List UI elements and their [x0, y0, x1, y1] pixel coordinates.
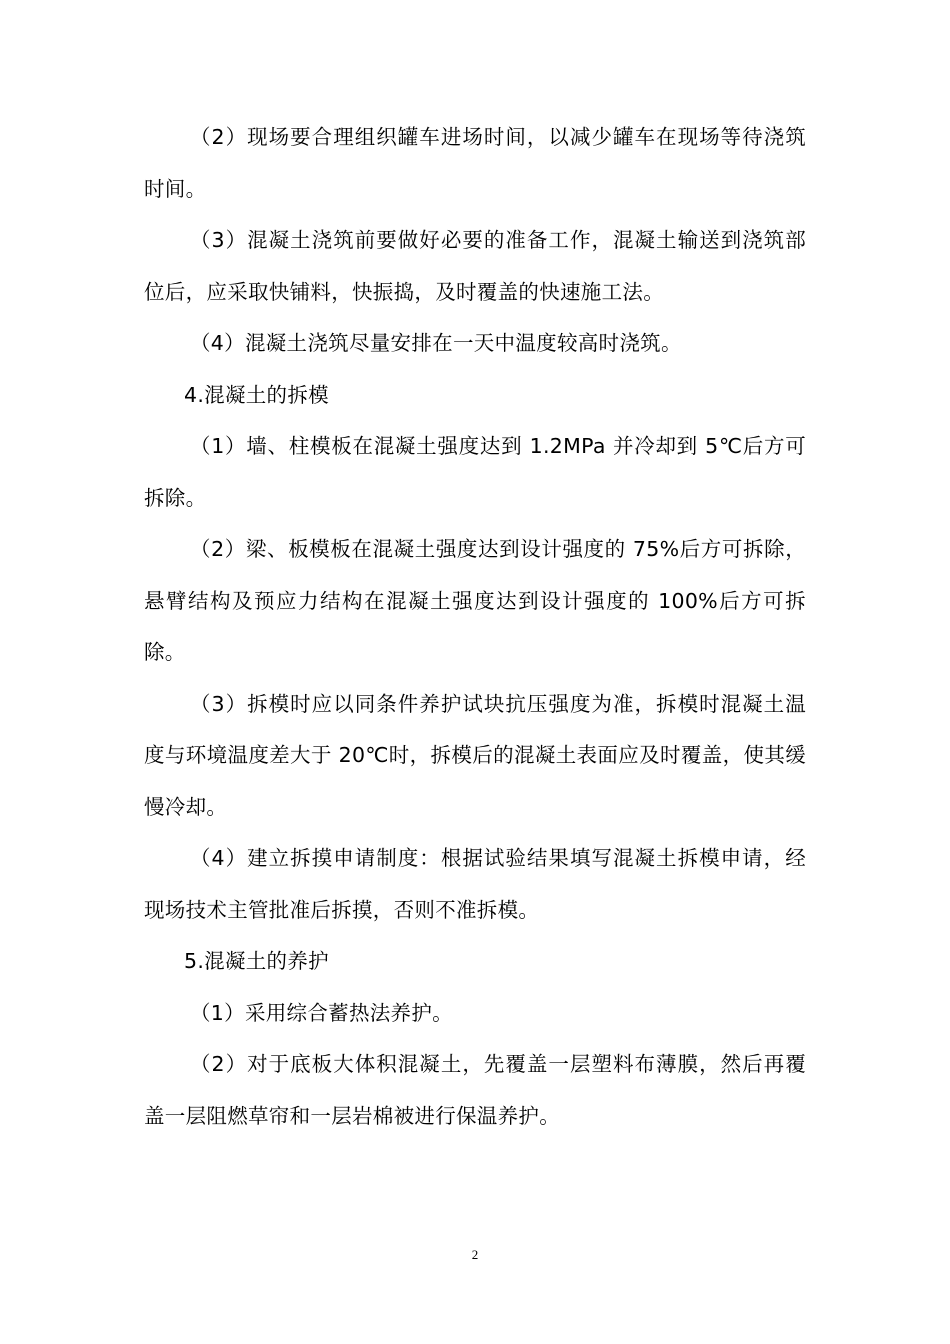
paragraph-tanker-scheduling: （2）现场要合理组织罐车进场时间，以减少罐车在现场等待浇筑时间。 — [144, 125, 806, 201]
paragraph-removal-temperature: （3）拆模时应以同条件养护试块抗压强度为准，拆模时混凝土温度与环境温度差大于 20℃时，拆模后的混凝土表面应及时覆盖，使其缓慢冷却。 — [144, 691, 806, 819]
paragraph-beam-slab-formwork: （2）梁、板模板在混凝土强度达到设计强度的 75%后方可拆除，悬臂结构及预应力结构在混凝土强度达到设计强度的 100%后方可拆除。 — [144, 537, 806, 664]
paragraph-wall-column-formwork: （1）墙、柱模板在混凝土强度达到 1.2MPa 并冷却到 5℃后方可拆除。 — [144, 434, 806, 510]
paragraph-pouring-timing: （4）混凝土浇筑尽量安排在一天中温度较高时浇筑。 — [190, 331, 682, 355]
section-heading-formwork-removal: 4.混凝土的拆模 — [184, 382, 329, 407]
paragraph-pouring-preparation: （3）混凝土浇筑前要做好必要的准备工作，混凝土输送到浇筑部位后，应采取快铺料，快振捣，及时覆盖的快速施工法。 — [144, 228, 806, 304]
page-number: 2 — [471, 1247, 479, 1262]
paragraph-curing-method: （1）采用综合蓄热法养护。 — [190, 1000, 453, 1025]
paragraph-removal-application: （4）建立拆摸申请制度：根据试验结果填写混凝土拆模申请，经现场技术主管批准后拆摸，否则不准拆模。 — [144, 846, 806, 922]
document-body — [144, 112, 806, 1142]
paragraph-mass-concrete-insulation: （2）对于底板大体积混凝土，先覆盖一层塑料布薄膜，然后再覆盖一层阻燃草帘和一层岩棉被进行保温养护。 — [144, 1052, 806, 1128]
section-heading-curing: 5.混凝土的养护 — [184, 949, 329, 973]
